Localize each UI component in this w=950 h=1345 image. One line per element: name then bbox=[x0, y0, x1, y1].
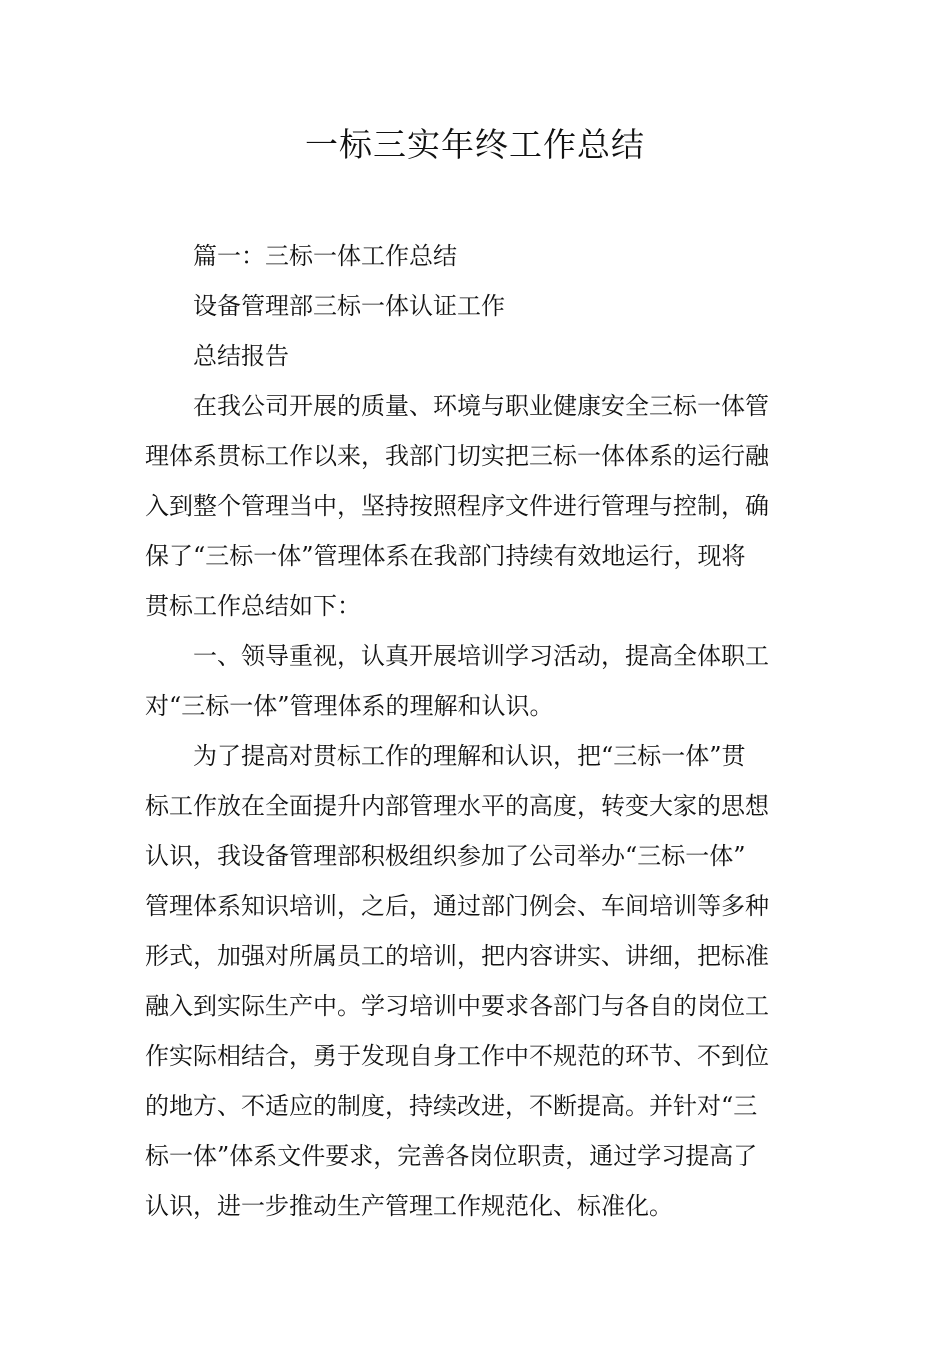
paragraph-line: 作实际相结合，勇于发现自身工作中不规范的环节、不到位 bbox=[145, 1042, 769, 1070]
paragraph-line: 入到整个管理当中，坚持按照程序文件进行管理与控制，确 bbox=[145, 492, 769, 520]
section-heading: 篇一：三标一体工作总结 bbox=[193, 242, 457, 270]
paragraph-line: 理体系贯标工作以来，我部门切实把三标一体体系的运行融 bbox=[145, 442, 769, 470]
paragraph-line: 的地方、不适应的制度，持续改进，不断提高。并针对“三 bbox=[145, 1092, 758, 1120]
report-subtitle-line-1: 设备管理部三标一体认证工作 bbox=[193, 292, 505, 320]
paragraph-line: 形式，加强对所属员工的培训，把内容讲实、讲细，把标准 bbox=[145, 942, 769, 970]
paragraph-line: 贯标工作总结如下： bbox=[145, 592, 361, 620]
paragraph-line: 标一体”体系文件要求，完善各岗位职责，通过学习提高了 bbox=[145, 1142, 758, 1170]
document-title: 一标三实年终工作总结 bbox=[305, 125, 645, 164]
paragraph-line: 融入到实际生产中。学习培训中要求各部门与各自的岗位工 bbox=[145, 992, 769, 1020]
paragraph-line: 认识，进一步推动生产管理工作规范化、标准化。 bbox=[145, 1192, 673, 1220]
paragraph-line: 认识，我设备管理部积极组织参加了公司举办“三标一体” bbox=[145, 842, 746, 870]
paragraph-line: 管理体系知识培训，之后，通过部门例会、车间培训等多种 bbox=[145, 892, 769, 920]
paragraph-line: 在我公司开展的质量、环境与职业健康安全三标一体管 bbox=[193, 392, 769, 420]
paragraph-line: 标工作放在全面提升内部管理水平的高度，转变大家的思想 bbox=[145, 792, 769, 820]
document-body bbox=[145, 231, 769, 1231]
paragraph-line: 保了“三标一体”管理体系在我部门持续有效地运行，现将 bbox=[145, 542, 746, 570]
report-subtitle-line-2: 总结报告 bbox=[193, 342, 289, 370]
paragraph-line: 一、领导重视，认真开展培训学习活动，提高全体职工 bbox=[193, 642, 769, 670]
paragraph-line: 对“三标一体”管理体系的理解和认识。 bbox=[145, 692, 554, 720]
paragraph-line: 为了提高对贯标工作的理解和认识，把“三标一体”贯 bbox=[193, 742, 746, 770]
